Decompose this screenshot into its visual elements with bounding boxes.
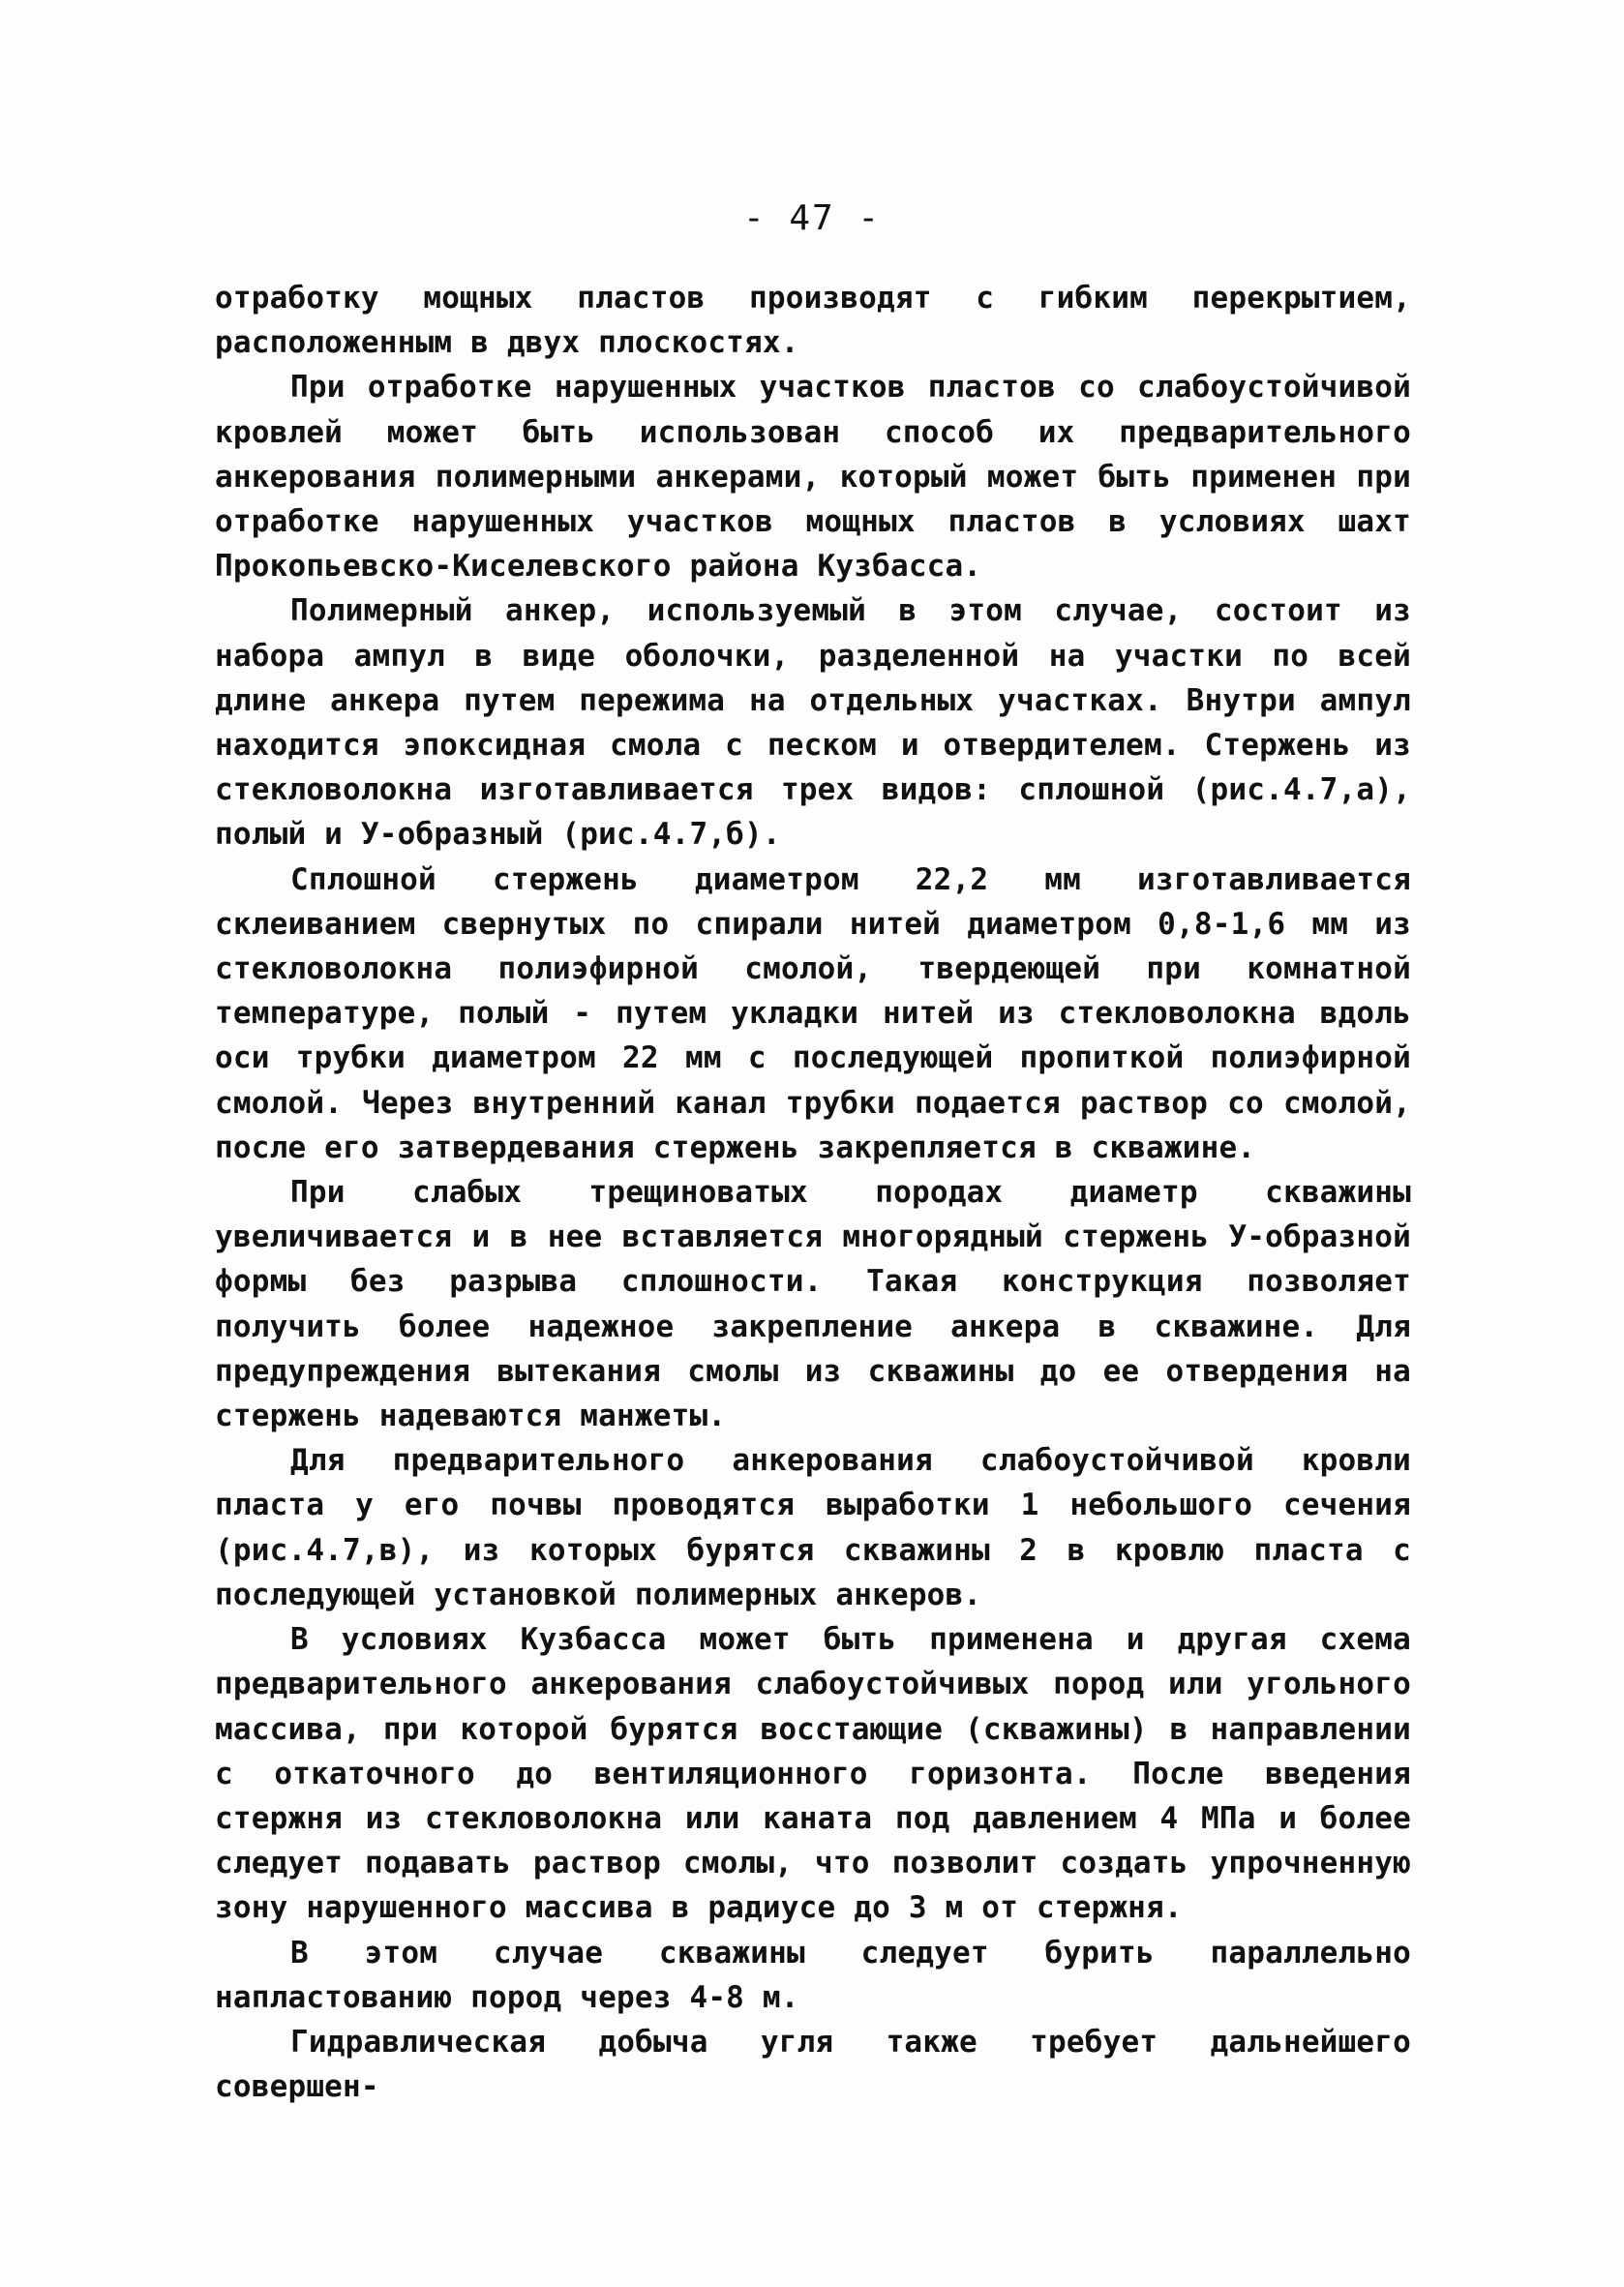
paragraph-3: Полимерный анкер, используемый в этом случае, состоит из набора ампул в виде оболочки, разделенной на участки по всей длине анкера путем пережима на отдельных участках. Внутри ампул находится эпоксидная смола с песком и отвердителем. Стержень из стекловолокна изготавливается трех видов: сплошной (рис.4.7,а), полый и У-образный (рис.4.7,б). xyxy=(215,593,1411,853)
paragraph-8: В этом случае скважины следует бурить параллельно напластованию пород через 4-8 м. xyxy=(215,1935,1411,2015)
paragraph-2: При отработке нарушенных участков пластов со слабоустойчивой кровлей может быть использован способ их предварительного анкерования полимерными анкерами, который может быть применен при отработке нарушенных участков мощных пластов в условиях шахт Прокопьевско-Киселевского района Кузбасса. xyxy=(215,370,1411,585)
paragraph-7: В условиях Кузбасса может быть применена и другая схема предварительного анкерования слабоустойчивых пород или угольного массива, при которой бурятся восстающие (скважины) в направлении с откаточного до вентиляционного горизонта. После введения стержня из стекловолокна или каната под давлением 4 МПа и более следует подавать раствор смолы, что позволит создать упрочненную зону нарушенного массива в радиусе до 3 м от стержня. xyxy=(215,1622,1411,1926)
paragraph-9: Гидравлическая добыча угля также требует дальнейшего совершен- xyxy=(215,2024,1411,2105)
body-text xyxy=(215,276,1411,2109)
paragraph-5: При слабых трещиноватых породах диаметр скважины увеличивается и в нее вставляется многорядный стержень У-образной формы без разрыва сплошности. Такая конструкция позволяет получить более надежное закрепление анкера в скважине. Для предупреждения вытекания смолы из скважины до ее отвердения на стержень надеваются манжеты. xyxy=(215,1175,1411,1434)
paragraph-4: Сплошной стержень диаметром 22,2 мм изготавливается склеиванием свернутых по спирали нитей диаметром 0,8-1,6 мм из стекловолокна полиэфирной смолой, твердеющей при комнатной температуре, полый - путем укладки нитей из стекловолокна вдоль оси трубки диаметром 22 мм с последующей пропиткой полиэфирной смолой. Через внутренний канал трубки подается раствор со смолой, после его затвердевания стержень закрепляется в скважине. xyxy=(215,861,1411,1165)
paragraph-6: Для предварительного анкерования слабоустойчивой кровли пласта у его почвы проводятся выработки 1 небольшого сечения (рис.4.7,в), из которых бурятся скважины 2 в кровлю пласта с последующей установкой полимерных анкеров. xyxy=(215,1443,1411,1612)
paragraph-1: отработку мощных пластов производят с гибким перекрытием, расположенным в двух плоскостях. xyxy=(215,281,1411,361)
page-number: - 47 - xyxy=(742,198,882,238)
